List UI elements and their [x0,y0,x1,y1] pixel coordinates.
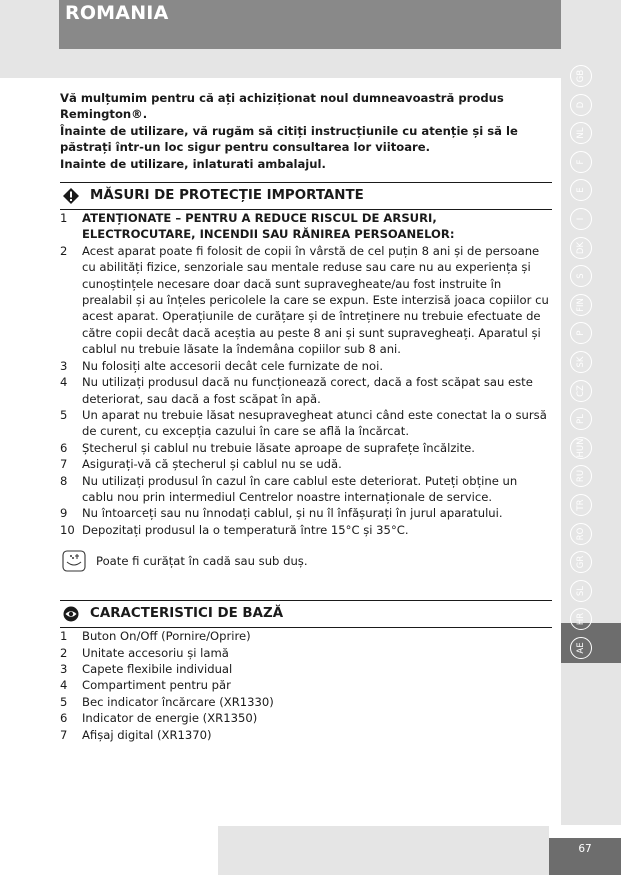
list-item [60,710,552,726]
list-item [60,358,552,374]
language-tab-tr[interactable]: TR [570,494,592,516]
item-number: 1 [60,211,68,226]
features-list [60,628,552,743]
item-number: 6 [60,711,68,726]
language-tab-gr[interactable]: GR [570,551,592,573]
item-number: 10 [60,522,75,537]
item-text: Nu utilizați produsul dacă nu funcționează corect, dacă a fost scăpat sau este deteriorat, sau dacă a fost scăpat în apă. [82,375,533,406]
item-number: 8 [60,473,68,488]
section-title: CARACTERISTICI DE BAZĂ [90,605,284,621]
item-number: 3 [60,358,68,373]
list-item [60,407,552,440]
language-tab-f[interactable]: F [570,151,592,173]
item-number: 1 [60,629,68,644]
language-tab-nl[interactable]: NL [570,122,592,144]
list-item [60,440,552,456]
eye-icon [62,605,80,623]
language-tab-ae[interactable]: AE [570,637,592,659]
item-number: 5 [60,694,68,709]
cleaning-note [62,550,552,572]
item-number: 6 [60,440,68,455]
title-bar [59,0,561,49]
language-tab-d[interactable]: D [570,94,592,116]
item-text: Acest aparat poate fi folosit de copii în vârstă de cel puțin 8 ani și de persoane cu abilități fizice, senzoriale sau mentale reduse sau care nu au experiența și cunoștințele necesare doar dacă sunt supravegheate/au fost instruite în prealabil și au înțeles pericolele la care se expun. Este interzisă joaca copiilor cu acest aparat. Operațiunile de curățare și de întreținere nu trebuie efectuate de către copii decât dacă aceștia au peste 8 ani și sunt supravegheați. Aparatul și cablul nu trebuie lăsate la îndemâna copiilor sub 8 ani. [82,243,549,357]
list-item [60,628,552,644]
list-item [60,661,552,677]
page-number-box [549,838,621,875]
section-title: MĂSURI DE PROTECȚIE IMPORTANTE [90,187,364,203]
language-tab-hun[interactable]: HUN [570,437,592,459]
intro-text [60,90,552,172]
intro-line: Înainte de utilizare, vă rugăm să citiți instrucțiunile cu atenție și să le păstrați într-un loc sigur pentru consultarea lor viitoare. [60,123,518,155]
note-text: Poate fi curățat în cadă sau sub duș. [96,553,308,568]
item-number: 4 [60,375,68,390]
language-tab-p[interactable]: P [570,322,592,344]
item-text: Nu utilizați produsul în cazul în care cablul este deteriorat. Puteți obține un cablu nou prin intermediul Centrelor noastre internaționale de service. [82,473,518,504]
list-item [60,243,552,358]
list-item [60,374,552,407]
list-item [60,727,552,743]
list-item [60,694,552,710]
item-number: 5 [60,407,68,422]
intro-line: Inainte de utilizare, inlaturati ambalajul. [60,156,326,171]
language-tab-sl[interactable]: SL [570,580,592,602]
shower-icon [62,550,86,572]
item-text: Nu întoarceți sau nu înnodați cablul, și nu îl înfășurați în jurul aparatului. [82,506,503,521]
safety-list [60,210,552,538]
section-heading-safety [60,182,552,210]
item-text: Bec indicator încărcare (XR1330) [82,694,274,709]
footer-band [218,826,549,875]
list-item [60,456,552,472]
language-tab-s[interactable]: S [570,265,592,287]
item-number: 2 [60,243,68,258]
item-text: Un aparat nu trebuie lăsat nesupravegheat atunci când este conectat la o sursă de curent, cu excepția cazului în care se află la încărcat. [82,407,547,439]
item-number: 3 [60,661,68,676]
page-number: 67 [578,843,592,855]
language-tab-i[interactable]: I [570,208,592,230]
page-title: ROMANIA [65,2,169,24]
item-text: Nu folosiți alte accesorii decât cele furnizate de noi. [82,358,384,373]
language-tab-cz[interactable]: CZ [570,380,592,402]
item-text: Buton On/Off (Pornire/Oprire) [82,629,251,644]
language-tab-pl[interactable]: PL [570,408,592,430]
item-text: Compartiment pentru păr [82,678,231,693]
item-text: Afișaj digital (XR1370) [82,727,212,742]
list-item [60,473,552,506]
item-text: Asigurați-vă că ștecherul și cablul nu se udă. [82,457,342,472]
item-number: 4 [60,678,68,693]
intro-line: Vă mulțumim pentru că ați achiziționat noul dumneavoastră produs Remington®. [60,91,504,122]
language-tab-ro[interactable]: RO [570,523,592,545]
item-text: Unitate accesoriu și lamă [82,645,229,660]
language-tab-hr[interactable]: HR [570,608,592,630]
list-item [60,522,552,538]
list-item [60,505,552,521]
list-item [60,645,552,661]
language-tab-fin[interactable]: FIN [570,294,592,316]
language-tab-ru[interactable]: RU [570,465,592,487]
list-item [60,677,552,693]
item-number: 9 [60,506,68,521]
item-text: ATENȚIONATE – PENTRU A REDUCE RISCUL DE ARSURI, ELECTROCUTARE, INCENDII SAU RĂNIREA PERSOANELOR: [82,211,455,242]
main-content [60,90,552,743]
item-text: Capete flexibile individual [82,661,233,676]
footer-blank [0,826,218,875]
language-tab-gb[interactable]: GB [570,65,592,87]
language-tab-dk[interactable]: DK [570,237,592,259]
item-number: 7 [60,457,68,472]
item-number: 2 [60,645,68,660]
language-tab-sk[interactable]: SK [570,351,592,373]
item-number: 7 [60,727,68,742]
item-text: Depozitați produsul la o temperatură între 15°C și 35°C. [82,522,409,537]
item-text: Indicator de energie (XR1350) [82,711,258,726]
language-tab-e[interactable]: E [570,179,592,201]
section-heading-features [60,600,552,628]
warning-diamond-icon [62,187,80,205]
list-item [60,210,552,243]
item-text: Ștecherul și cablul nu trebuie lăsate aproape de suprafețe încălzite. [82,440,475,455]
